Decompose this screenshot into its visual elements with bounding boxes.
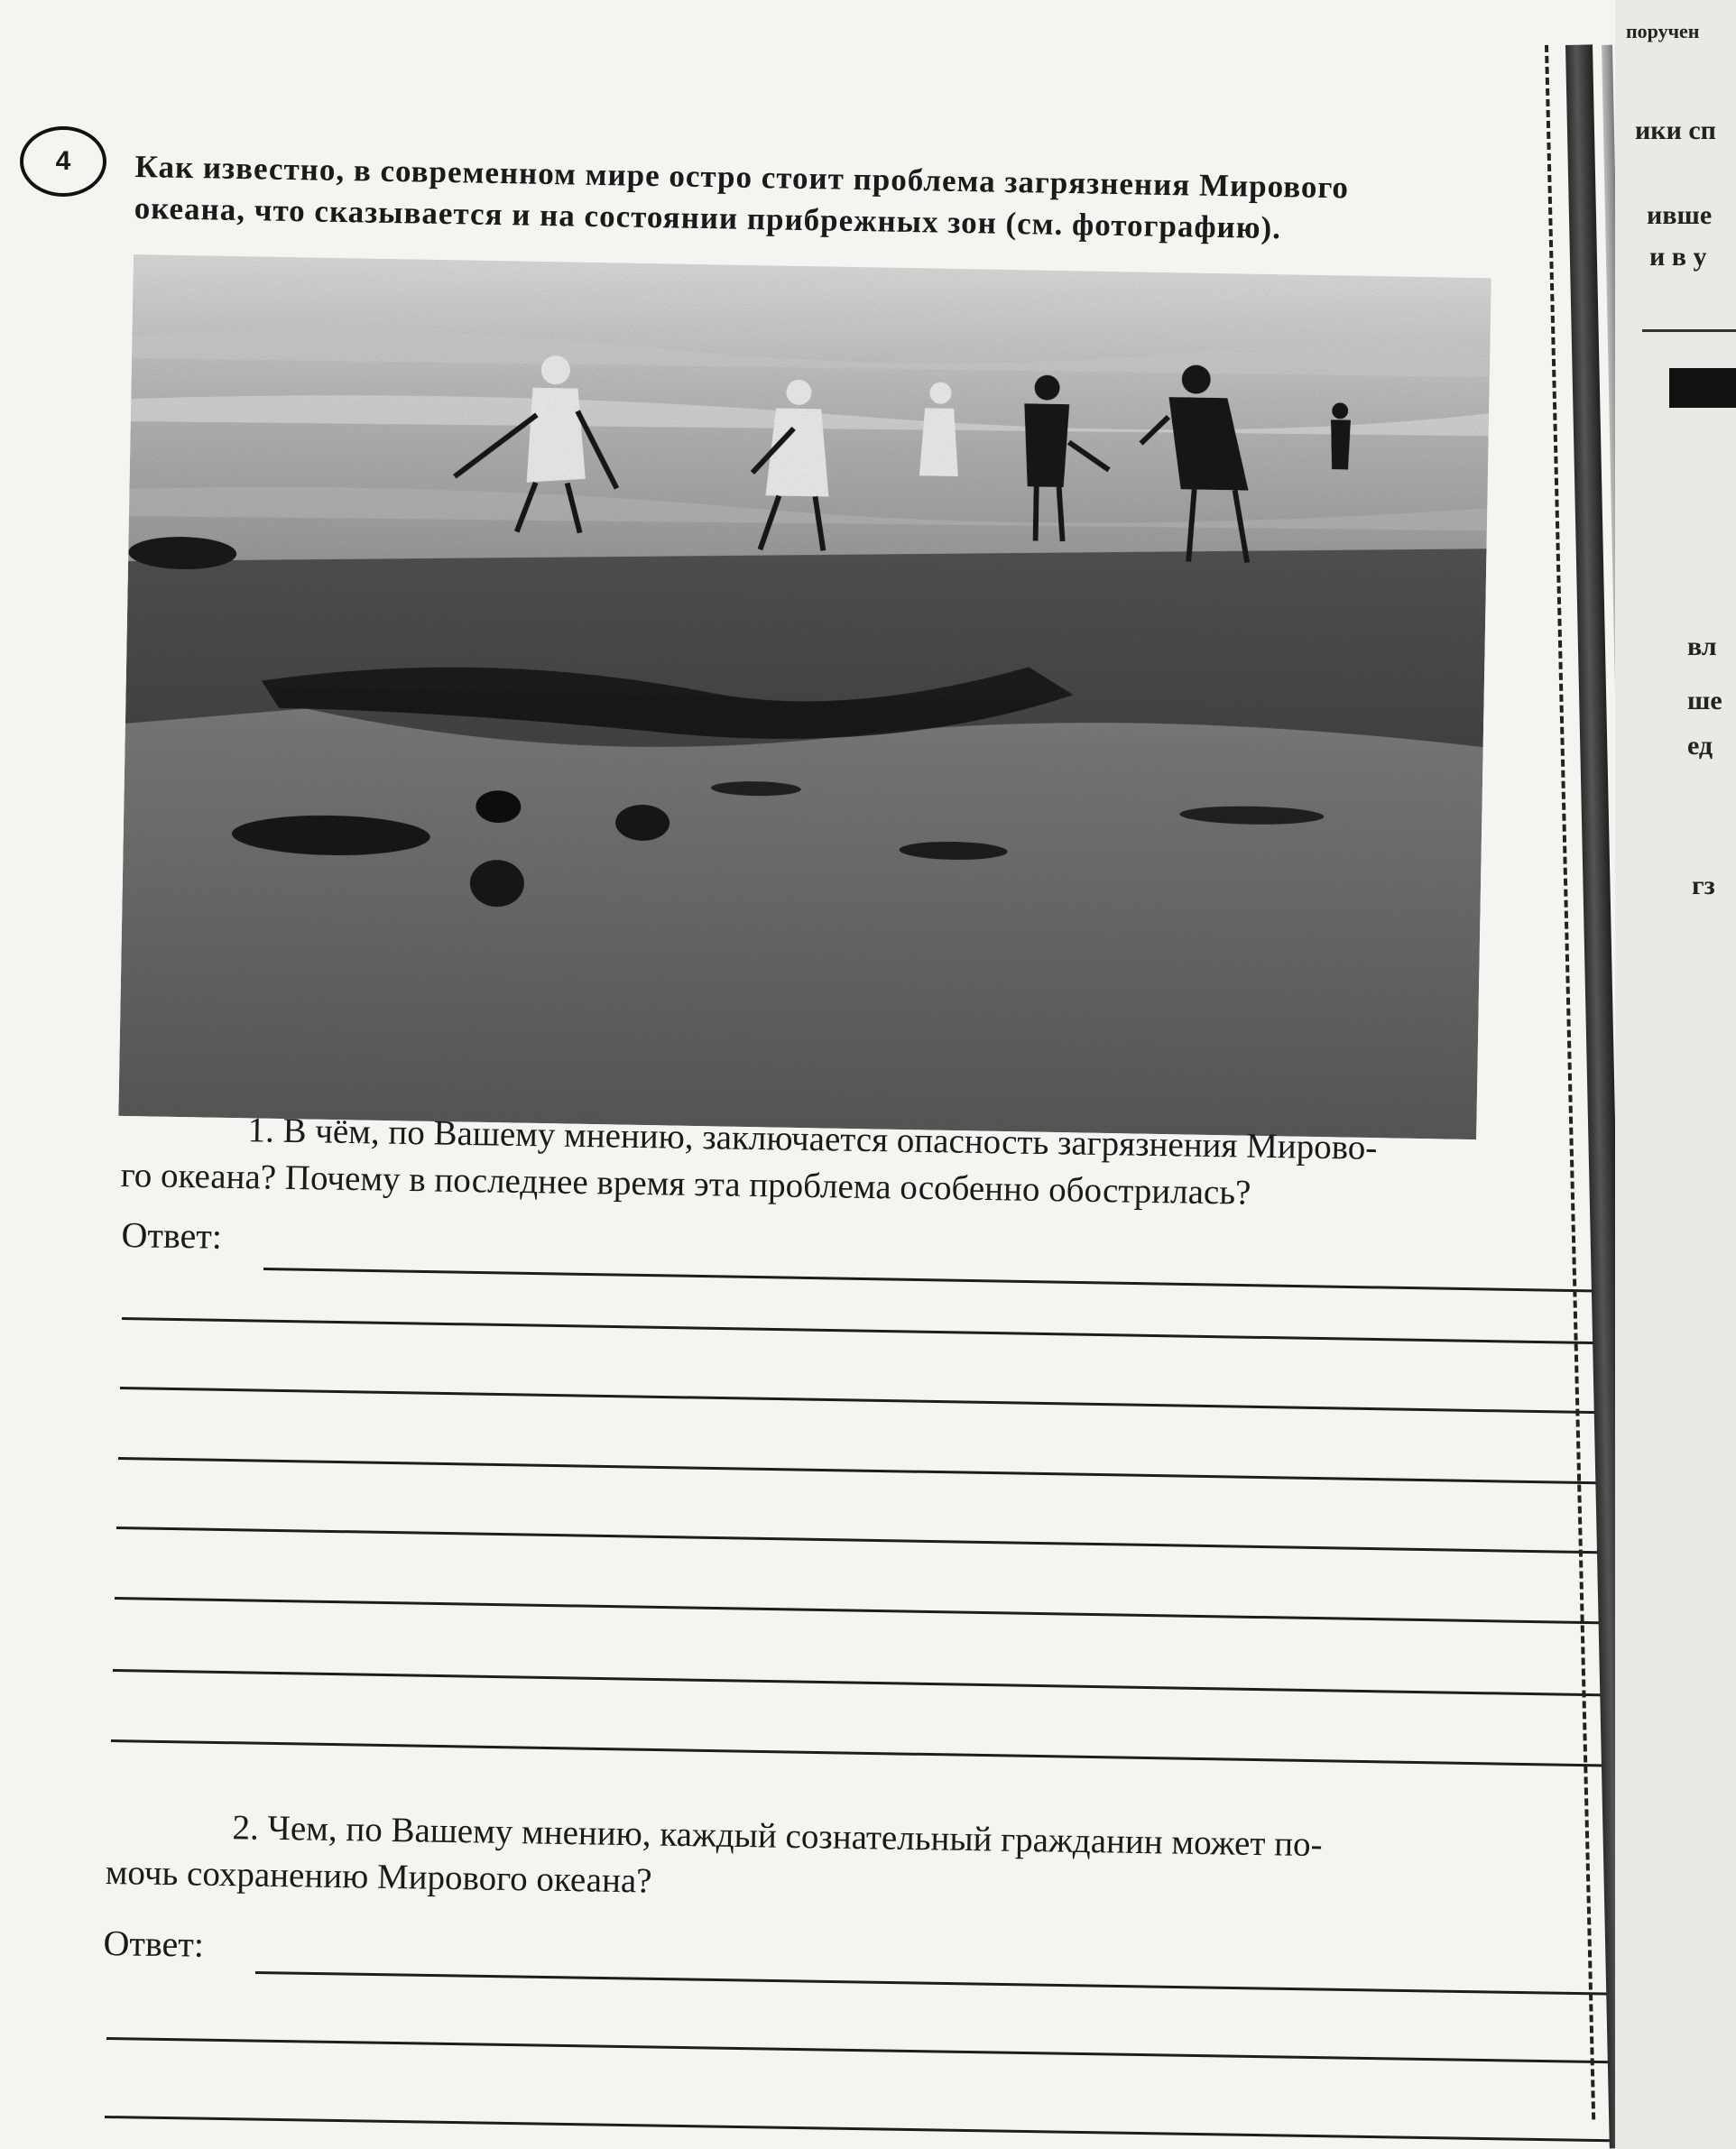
answer-2-label: Ответ: xyxy=(103,1922,205,1965)
question-1-line-2: го океана? Почему в последнее время эта проблема особенно обострилась? xyxy=(120,1155,1251,1213)
side-fragment: и в у xyxy=(1649,242,1707,272)
side-fragment: ше xyxy=(1687,686,1722,715)
answer-2-line[interactable] xyxy=(105,2116,1706,2144)
question-2 xyxy=(105,1803,1323,1915)
answer-1-line[interactable] xyxy=(111,1739,1688,1768)
question-1-line-1: 1. В чём, по Вашему мнению, заключается опасность загрязнения Мирово- xyxy=(247,1111,1378,1167)
answer-1-line[interactable] xyxy=(122,1317,1647,1345)
question-2-line-2: мочь сохранению Мирового океана? xyxy=(105,1852,652,1901)
task-number-badge xyxy=(20,126,106,197)
answer-1-line[interactable] xyxy=(120,1387,1654,1415)
side-fragment: ики сп xyxy=(1635,115,1716,145)
side-fragment: вл xyxy=(1687,632,1717,661)
answer-1-line[interactable] xyxy=(263,1268,1635,1293)
answer-1-line[interactable] xyxy=(113,1669,1683,1698)
intro-line-2: океана, что сказывается и на состоянии прибрежных зон (см. фотографию). xyxy=(134,189,1282,246)
task-intro xyxy=(134,146,1542,254)
question-2-line-1: 2. Чем, по Вашему мнению, каждый сознательный гражданин может по- xyxy=(232,1808,1323,1865)
photo-image xyxy=(118,254,1491,1139)
side-black-bar xyxy=(1669,368,1736,408)
answer-1-line[interactable] xyxy=(118,1457,1661,1485)
question-1 xyxy=(120,1105,1377,1219)
beach-pollution-photo xyxy=(118,254,1491,1139)
answer-2-line[interactable] xyxy=(106,2037,1704,2065)
answer-2-line[interactable] xyxy=(255,1971,1699,1997)
intro-line-1: Как известно, в современном мире остро стоит проблема загрязнения Мирового xyxy=(134,148,1350,206)
task-number: 4 xyxy=(55,146,71,176)
answer-1-label: Ответ: xyxy=(121,1213,223,1257)
side-fragment: гз xyxy=(1692,871,1715,900)
answer-1-line[interactable] xyxy=(115,1597,1676,1626)
side-fragment: ивше xyxy=(1647,200,1713,230)
side-fragment: ед xyxy=(1687,731,1713,761)
adjacent-page xyxy=(1615,0,1736,2149)
answer-1-line[interactable] xyxy=(116,1526,1668,1555)
side-rule xyxy=(1642,329,1736,332)
side-fragment: поручен xyxy=(1626,20,1700,42)
